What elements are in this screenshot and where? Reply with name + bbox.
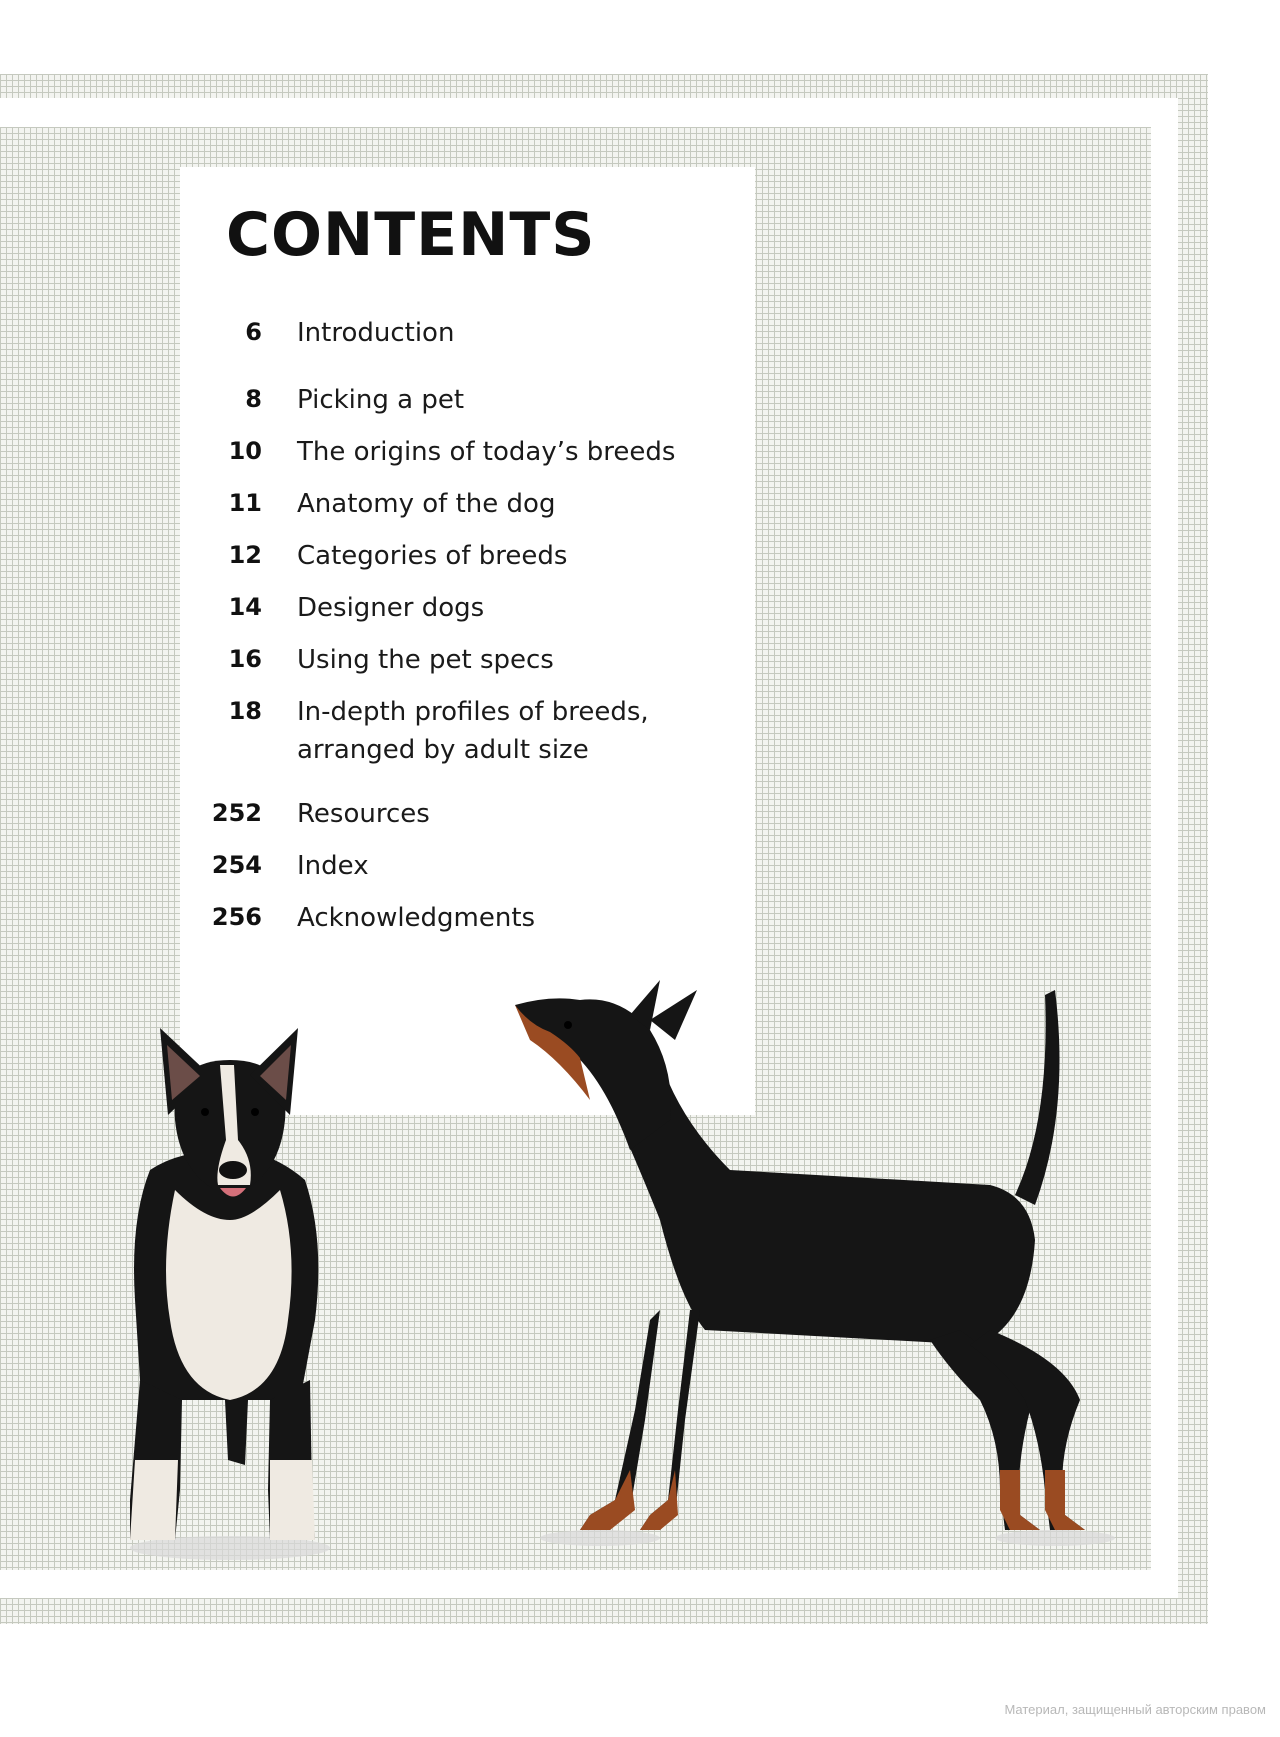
toc-page-number: 18: [228, 697, 262, 725]
toc-title: Designer dogs: [297, 593, 485, 623]
toc-entry-anatomy[interactable]: [180, 485, 740, 525]
toc-page-number: 254: [211, 851, 262, 879]
toc-page-number: 11: [228, 489, 262, 517]
toc-page-number: 252: [211, 799, 262, 827]
bull-terrier-image: [120, 1020, 340, 1565]
toc-title: Anatomy of the dog: [297, 489, 556, 519]
toc-page-number: 256: [211, 903, 262, 931]
toc-title: The origins of today’s breeds: [297, 437, 676, 467]
toc-entry-designer-dogs[interactable]: [180, 589, 740, 629]
toc-entry-picking-a-pet[interactable]: [180, 381, 740, 421]
toc-title: Resources: [297, 799, 430, 829]
toc-entry-acknowledgments[interactable]: [180, 899, 740, 939]
toc-page-number: 14: [228, 593, 262, 621]
toc-title: Introduction: [297, 318, 455, 348]
toc-entry-breed-profiles[interactable]: [180, 693, 740, 773]
page-title: CONTENTS: [226, 200, 596, 270]
miniature-pinscher-image: [510, 970, 1125, 1565]
toc-entry-pet-specs[interactable]: [180, 641, 740, 681]
toc-entry-introduction[interactable]: [180, 314, 740, 354]
toc-page-number: 16: [228, 645, 262, 673]
toc-title: Using the pet specs: [297, 645, 554, 675]
toc-title: Index: [297, 851, 369, 881]
toc-page-number: 8: [245, 385, 262, 413]
toc-title: In-depth profiles of breeds, arranged by adult size: [297, 697, 649, 765]
toc-entry-index[interactable]: [180, 847, 740, 887]
toc-title: Picking a pet: [297, 385, 465, 415]
toc-title: Acknowledgments: [297, 903, 536, 933]
toc-page-number: 6: [245, 318, 262, 346]
copyright-watermark: Материал, защищенный авторским правом: [1004, 1702, 1266, 1717]
toc-entry-resources[interactable]: [180, 795, 740, 835]
toc-page-number: 10: [228, 437, 262, 465]
toc-title: Categories of breeds: [297, 541, 568, 571]
toc-entry-categories[interactable]: [180, 537, 740, 577]
toc-entry-origins[interactable]: [180, 433, 740, 473]
toc-page-number: 12: [228, 541, 262, 569]
